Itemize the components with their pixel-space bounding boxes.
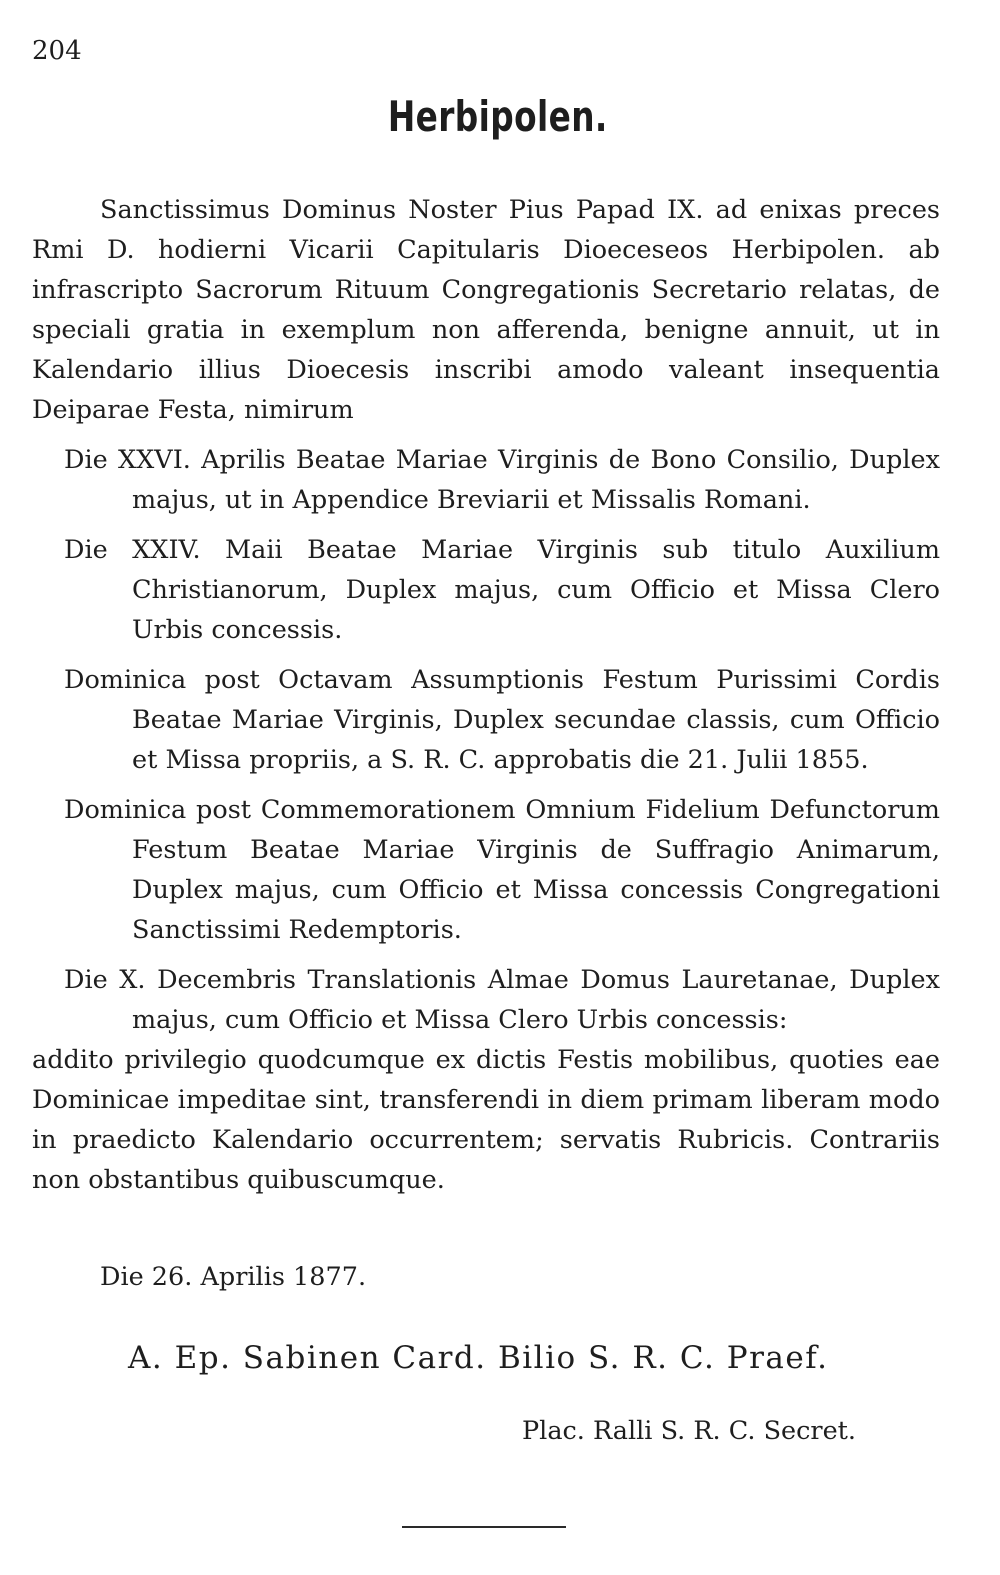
- page-number: 204: [32, 36, 82, 66]
- closing-paragraph: addito privilegio quodcumque ex dictis Festis mobilibus, quoties eae Dominicae impeditae sint, transferendi in diem primam liberam modo in praedicto Kalendario occurrentem; servatis Rubricis. Contrariis non obstantibus quibuscumque.: [32, 1045, 940, 1195]
- feast-entry-last: Die X. Decembris Translationis Almae Domus Lauretanae, Duplex majus, cum Officio et Missa Clero Urbis concessis:: [64, 965, 940, 1035]
- decree-body: [32, 190, 940, 1200]
- page-title: Herbipolen.: [387, 92, 608, 141]
- feast-entry: Dominica post Commemorationem Omnium Fidelium Defunctorum Festum Beatae Mariae Virginis de Suffragio Animarum, Duplex majus, cum Officio et Missa concessis Congregationi Sanctissimi Redemptoris.: [64, 795, 940, 945]
- feast-entry: Die XXIV. Maii Beatae Mariae Virginis sub titulo Auxilium Christianorum, Duplex majus, cum Officio et Missa Clero Urbis concessis.: [64, 535, 940, 645]
- feast-entry: Die XXVI. Aprilis Beatae Mariae Virginis de Bono Consilio, Duplex majus, ut in Appendice Breviarii et Missalis Romani.: [64, 445, 940, 515]
- intro-paragraph: Sanctissimus Dominus Noster Pius Papad IX. ad enixas preces Rmi D. hodierni Vicarii Capitularis Dioeceseos Herbipolen. ab infrascripto Sacrorum Rituum Congregationis Secretario relatas, de speciali gratia in exemplum non afferenda, benigne annuit, ut in Kalendario illius Dioecesis inscribi amodo valeant insequentia Deiparae Festa, nimirum: [32, 195, 940, 425]
- closing-rule: [402, 1526, 566, 1528]
- signature-secretary: Plac. Ralli S. R. C. Secret.: [522, 1416, 857, 1446]
- decree-date: Die 26. Aprilis 1877.: [100, 1262, 367, 1292]
- feast-entry: Dominica post Octavam Assumptionis Festum Purissimi Cordis Beatae Mariae Virginis, Duplex secundae classis, cum Officio et Missa propriis, a S. R. C. approbatis die 21. Julii 1855.: [64, 665, 940, 775]
- signature-prefect: A. Ep. Sabinen Card. Bilio S. R. C. Praef.: [128, 1340, 829, 1376]
